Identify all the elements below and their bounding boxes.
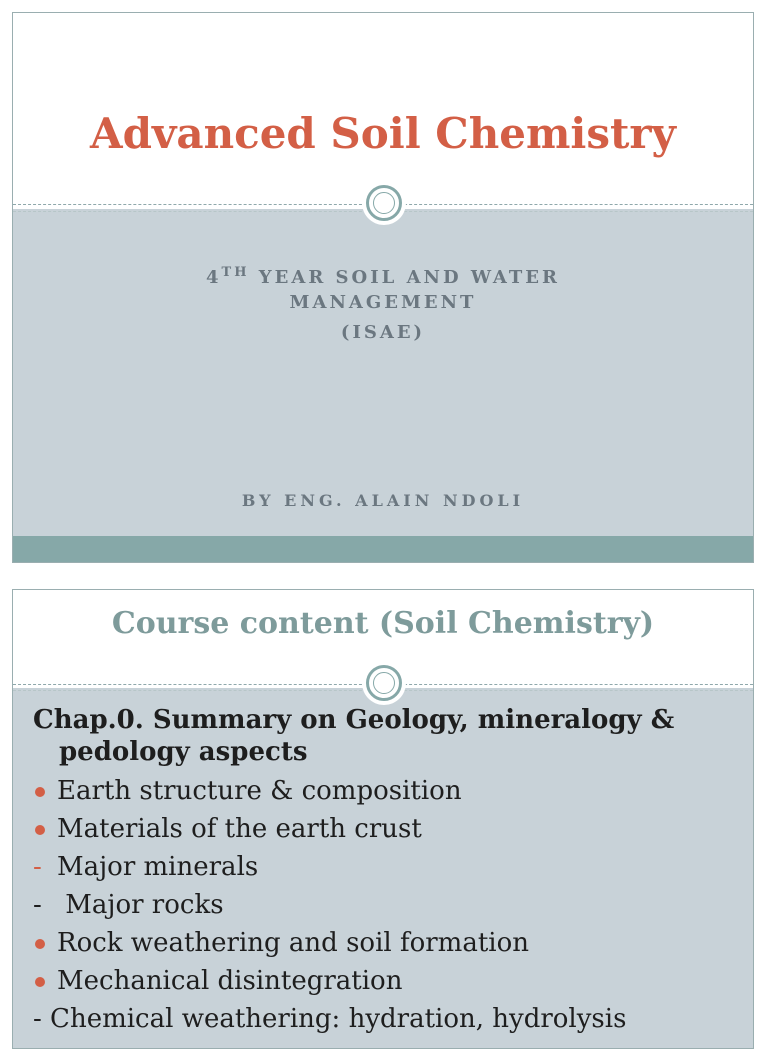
title-slide xyxy=(12,12,754,563)
list-item-text: Major rocks xyxy=(57,890,224,920)
list-item-text: - Chemical weathering: hydration, hydrolysis xyxy=(33,1004,627,1034)
chapter-heading: Chap.0. Summary on Geology, mineralogy & pedology aspects xyxy=(33,705,675,767)
dash-marker: - xyxy=(33,890,42,920)
list-item xyxy=(33,1000,743,1038)
bullet-icon xyxy=(35,825,45,835)
list-item xyxy=(33,772,743,810)
list-item xyxy=(33,886,743,924)
subtitle-line-3: (ISAE) xyxy=(340,322,426,343)
list-item-text: Major minerals xyxy=(57,852,259,882)
list-item xyxy=(33,848,743,886)
dash-marker: - xyxy=(33,852,42,882)
bullet-icon xyxy=(35,939,45,949)
author-line: BY ENG. ALAIN NDOLI xyxy=(241,491,525,510)
list-item xyxy=(33,924,743,962)
bullet-icon xyxy=(35,787,45,797)
list-item-text: Rock weathering and soil formation xyxy=(57,928,529,958)
bullet-icon xyxy=(35,977,45,987)
list-item-text: Earth structure & composition xyxy=(57,776,462,806)
subtitle-line-2: MANAGEMENT xyxy=(289,292,477,313)
ring-ornament-icon xyxy=(366,185,402,221)
list-item-text: Mechanical disintegration xyxy=(57,966,403,996)
list-item-text: Materials of the earth crust xyxy=(57,814,422,844)
course-content-list xyxy=(33,704,743,1038)
list-item xyxy=(33,962,743,1000)
subtitle-year-suffix: TH xyxy=(221,265,250,280)
subtitle-line-1 xyxy=(13,259,753,292)
subtitle-year-text: YEAR SOIL AND WATER xyxy=(249,267,560,288)
title-band xyxy=(13,13,753,209)
content-slide xyxy=(12,589,754,1049)
slide-title: Advanced Soil Chemistry xyxy=(90,109,676,158)
slide-title: Course content (Soil Chemistry) xyxy=(111,606,655,641)
subtitle-band xyxy=(13,209,753,538)
subtitle-year-number: 4 xyxy=(206,267,222,288)
ring-ornament-icon xyxy=(366,665,402,701)
list-item xyxy=(33,810,743,848)
footer-bar xyxy=(13,536,753,562)
